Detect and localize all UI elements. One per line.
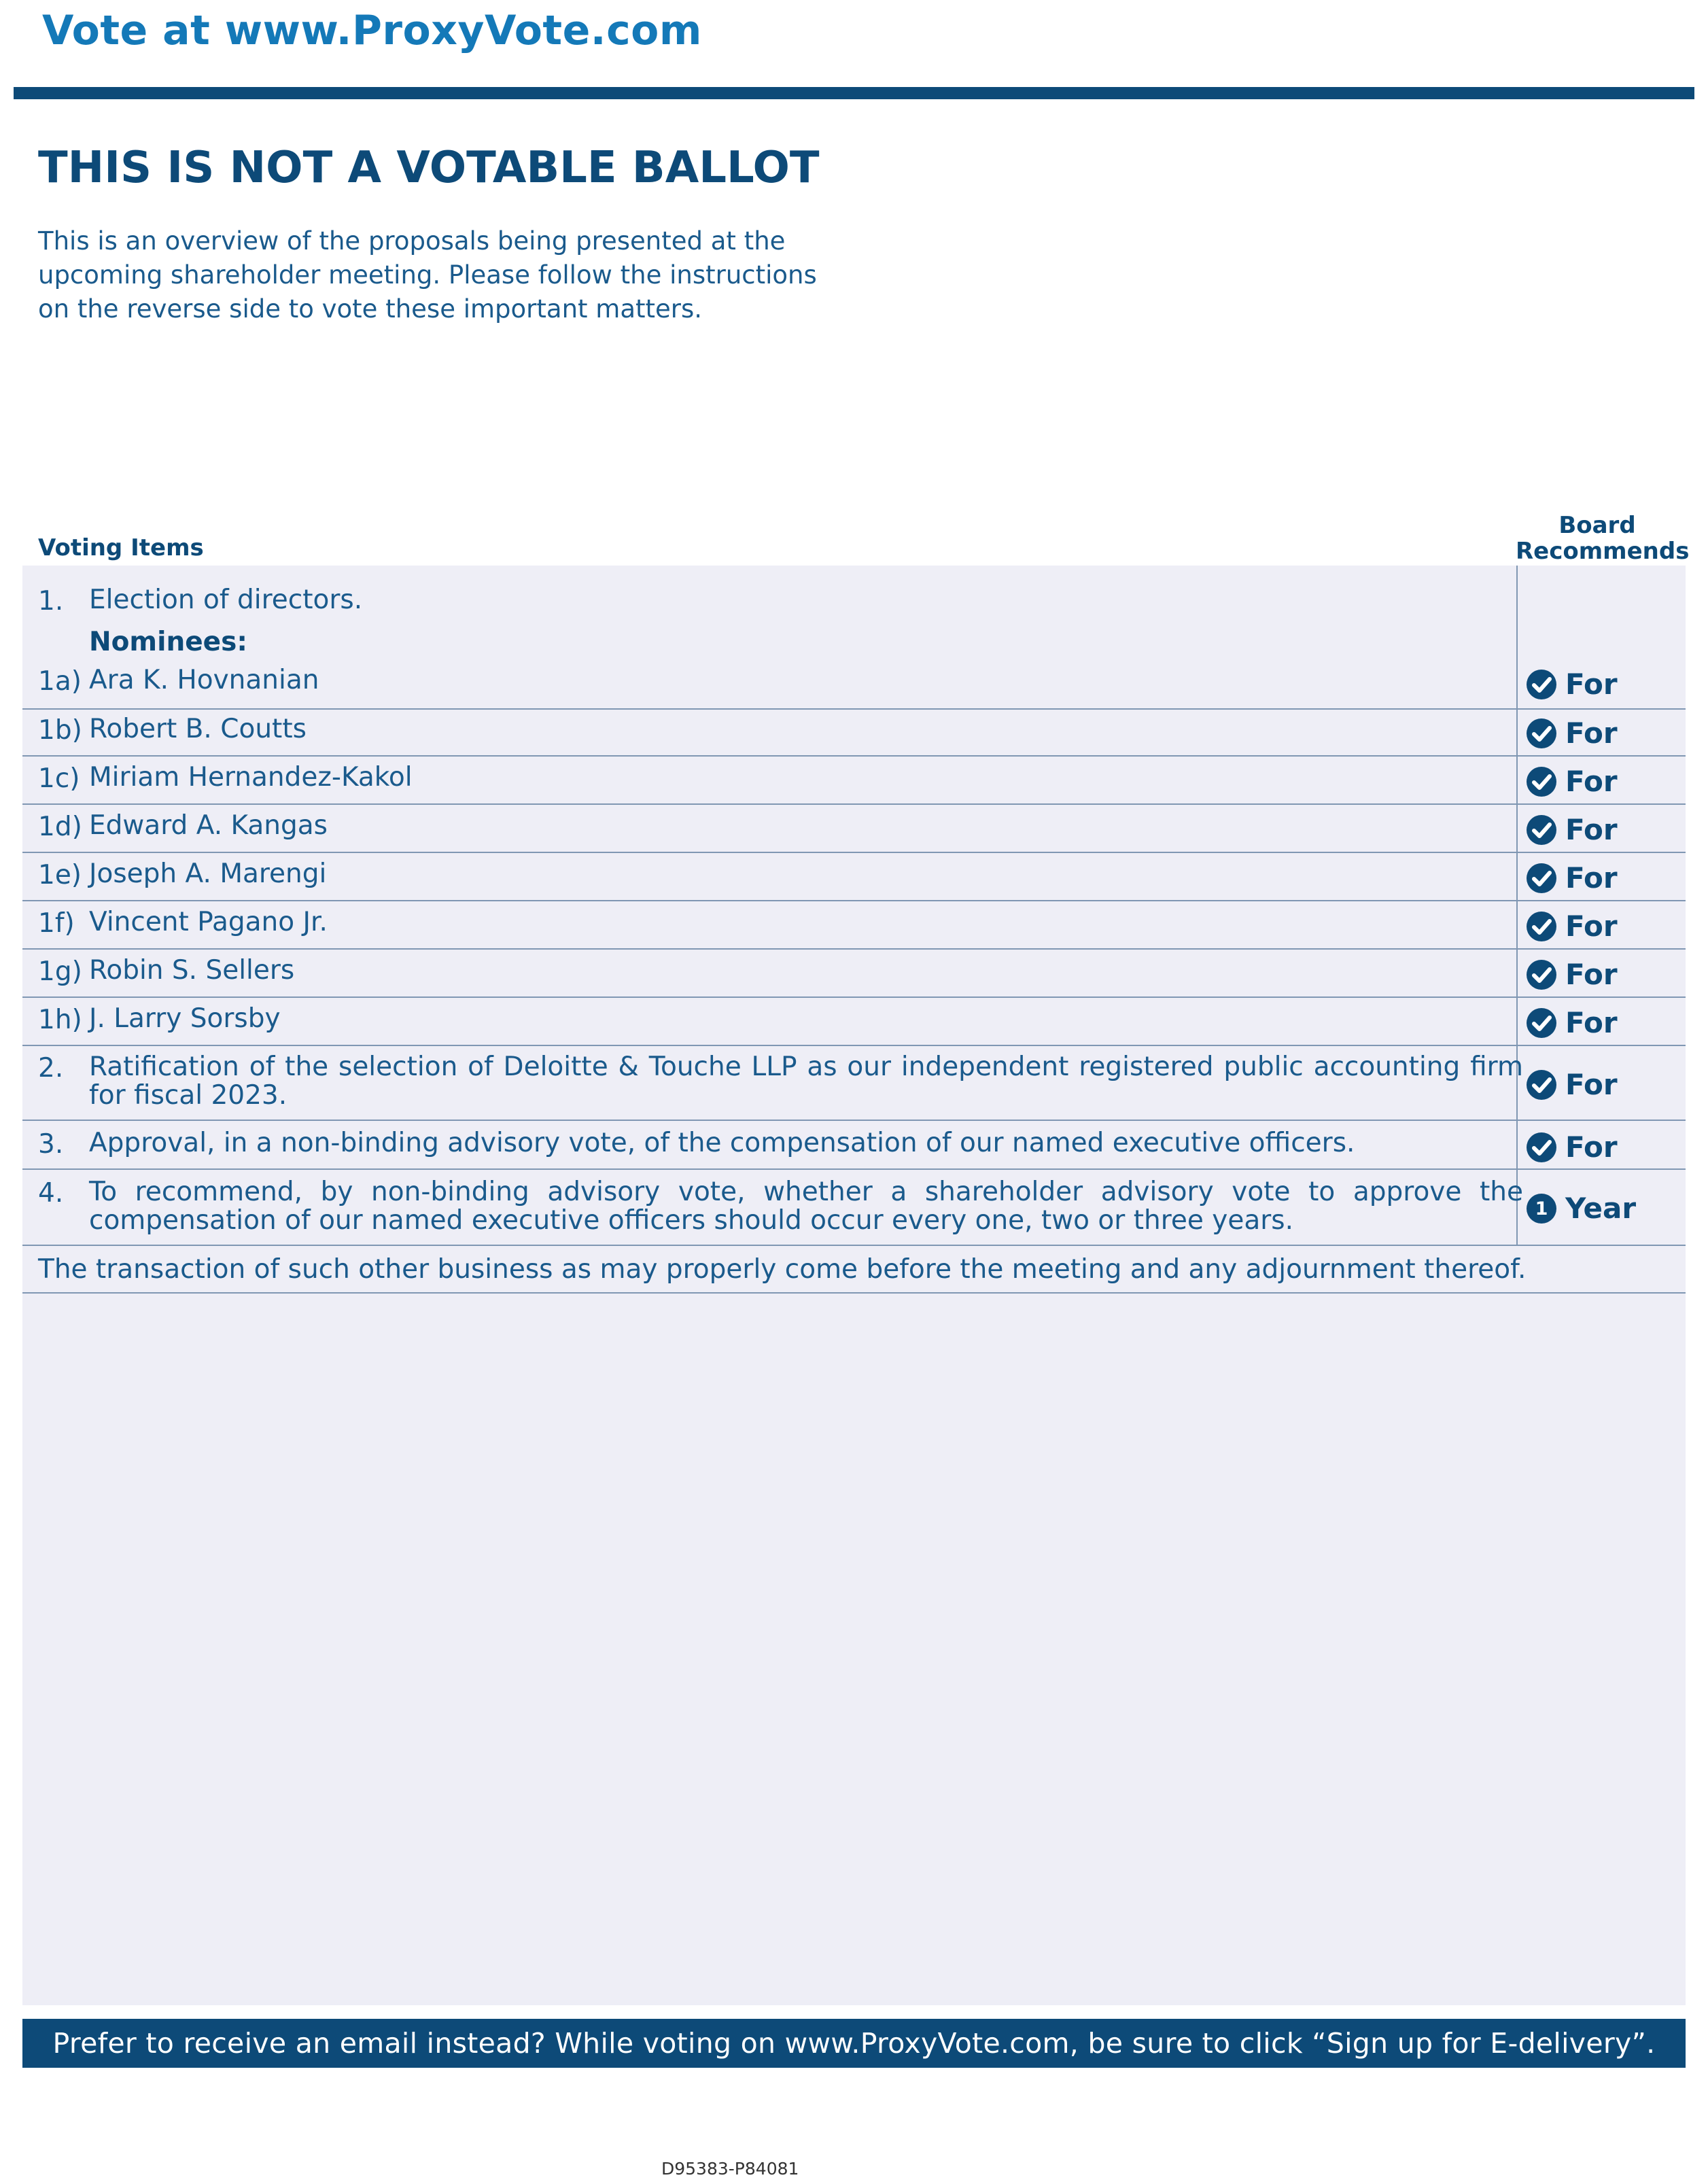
recommendation <box>1526 1192 1636 1225</box>
document-code: D95383-P84081 <box>661 2159 799 2179</box>
recommendation <box>1526 813 1618 846</box>
check-circle-icon <box>1526 814 1557 846</box>
recommendation-label: For <box>1565 813 1618 846</box>
item-text: Election of directors. <box>89 585 363 615</box>
nominee-name: Ara K. Hovnanian <box>89 665 319 695</box>
item-text: To recommend, by non-binding advisory vote, whether a shareholder advisory vote to approve the compensation of our named executive officers should occur every one, two or three years. <box>89 1177 1523 1236</box>
check-circle-icon <box>1526 911 1557 942</box>
table-row-proposal-2 <box>22 1046 1686 1121</box>
recommendation-label: For <box>1565 716 1618 750</box>
board-recommends-line2: Recommends <box>1516 538 1690 565</box>
recommendation-label: For <box>1565 1130 1618 1164</box>
number-one-circle-icon <box>1526 1193 1557 1224</box>
table-row-nominee <box>22 853 1686 901</box>
nominee-name: Edward A. Kangas <box>89 810 328 841</box>
nominee-number: 1b) <box>38 715 82 746</box>
check-circle-icon <box>1526 718 1557 749</box>
check-circle-icon <box>1526 669 1557 700</box>
nominee-name: Miriam Hernandez-Kakol <box>89 762 413 793</box>
check-circle-icon <box>1526 766 1557 797</box>
recommendation <box>1526 1130 1618 1164</box>
other-business-row <box>22 1246 1686 1294</box>
recommendation-label: For <box>1565 765 1618 798</box>
item-number: 2. <box>38 1053 64 1084</box>
recommendation-label: Year <box>1565 1192 1637 1225</box>
check-circle-icon <box>1526 1132 1557 1163</box>
item-text: Approval, in a non-binding advisory vote, of the compensation of our named executive officers. <box>89 1128 1355 1158</box>
table-row-item-1 <box>22 566 1686 710</box>
table-row-nominee <box>22 805 1686 853</box>
recommendation <box>1526 668 1618 701</box>
check-circle-icon <box>1526 959 1557 990</box>
nominee-number: 1c) <box>38 763 80 794</box>
recommendation <box>1526 958 1618 991</box>
nominee-number: 1a) <box>38 666 82 697</box>
board-recommends-line1: Board <box>1558 512 1636 539</box>
voting-items-header: Voting Items <box>38 534 204 561</box>
check-circle-icon <box>1526 863 1557 894</box>
nominee-number: 1f) <box>38 908 75 939</box>
e-delivery-banner: Prefer to receive an email instead? While voting on www.ProxyVote.com, be sure to click “Sign up for E-delivery”. <box>22 2019 1686 2068</box>
table-row-nominee <box>22 901 1686 950</box>
recommendation <box>1526 1006 1618 1039</box>
table-row-nominee <box>22 757 1686 805</box>
recommendation <box>1526 716 1618 750</box>
recommendation <box>1526 861 1618 895</box>
nominee-name: Robin S. Sellers <box>89 955 295 986</box>
header-divider <box>14 87 1694 99</box>
nominee-name: Vincent Pagano Jr. <box>89 907 328 937</box>
recommendation-label: For <box>1565 1068 1618 1101</box>
table-row-proposal-4 <box>22 1170 1686 1246</box>
table-row-nominee <box>22 950 1686 998</box>
table-row-proposal-3 <box>22 1121 1686 1170</box>
page-title: THIS IS NOT A VOTABLE BALLOT <box>38 143 820 193</box>
recommendation-label: For <box>1565 861 1618 895</box>
table-row-nominee <box>22 708 1686 757</box>
recommendation <box>1526 765 1618 798</box>
nominee-number: 1h) <box>38 1005 82 1035</box>
item-number: 4. <box>38 1178 64 1209</box>
recommendation-label: For <box>1565 668 1618 701</box>
item-number: 3. <box>38 1129 64 1160</box>
table-row-nominee <box>22 998 1686 1046</box>
nominee-name: J. Larry Sorsby <box>89 1003 281 1034</box>
other-business-text: The transaction of such other business as may properly come before the meeting and any adjournment thereof. <box>38 1254 1527 1285</box>
recommendation-label: For <box>1565 958 1618 991</box>
nominee-number: 1d) <box>38 812 82 842</box>
recommendation <box>1526 909 1618 943</box>
nominee-number: 1e) <box>38 860 82 890</box>
nominee-name: Joseph A. Marengi <box>89 859 327 889</box>
recommendation <box>1526 1068 1618 1101</box>
recommendation-label: For <box>1565 909 1618 943</box>
recommendation-label: For <box>1565 1006 1618 1039</box>
board-recommends-header <box>1516 512 1690 565</box>
check-circle-icon <box>1526 1069 1557 1100</box>
intro-text: This is an overview of the proposals being presented at the upcoming shareholder meeting. Please follow the instructions on the reverse side to vote these important matters. <box>38 226 817 324</box>
header-url[interactable]: Vote at www.ProxyVote.com <box>42 7 702 54</box>
nominees-label: Nominees: <box>89 627 247 657</box>
nominee-number: 1g) <box>38 956 82 987</box>
number-one-circle-label: 1 <box>1535 1198 1548 1219</box>
item-number: 1. <box>38 586 64 617</box>
nominee-name: Robert B. Coutts <box>89 714 307 744</box>
check-circle-icon <box>1526 1007 1557 1039</box>
item-text: Ratification of the selection of Deloitte & Touche LLP as our independent registered public accounting firm for fiscal 2023. <box>89 1052 1523 1111</box>
